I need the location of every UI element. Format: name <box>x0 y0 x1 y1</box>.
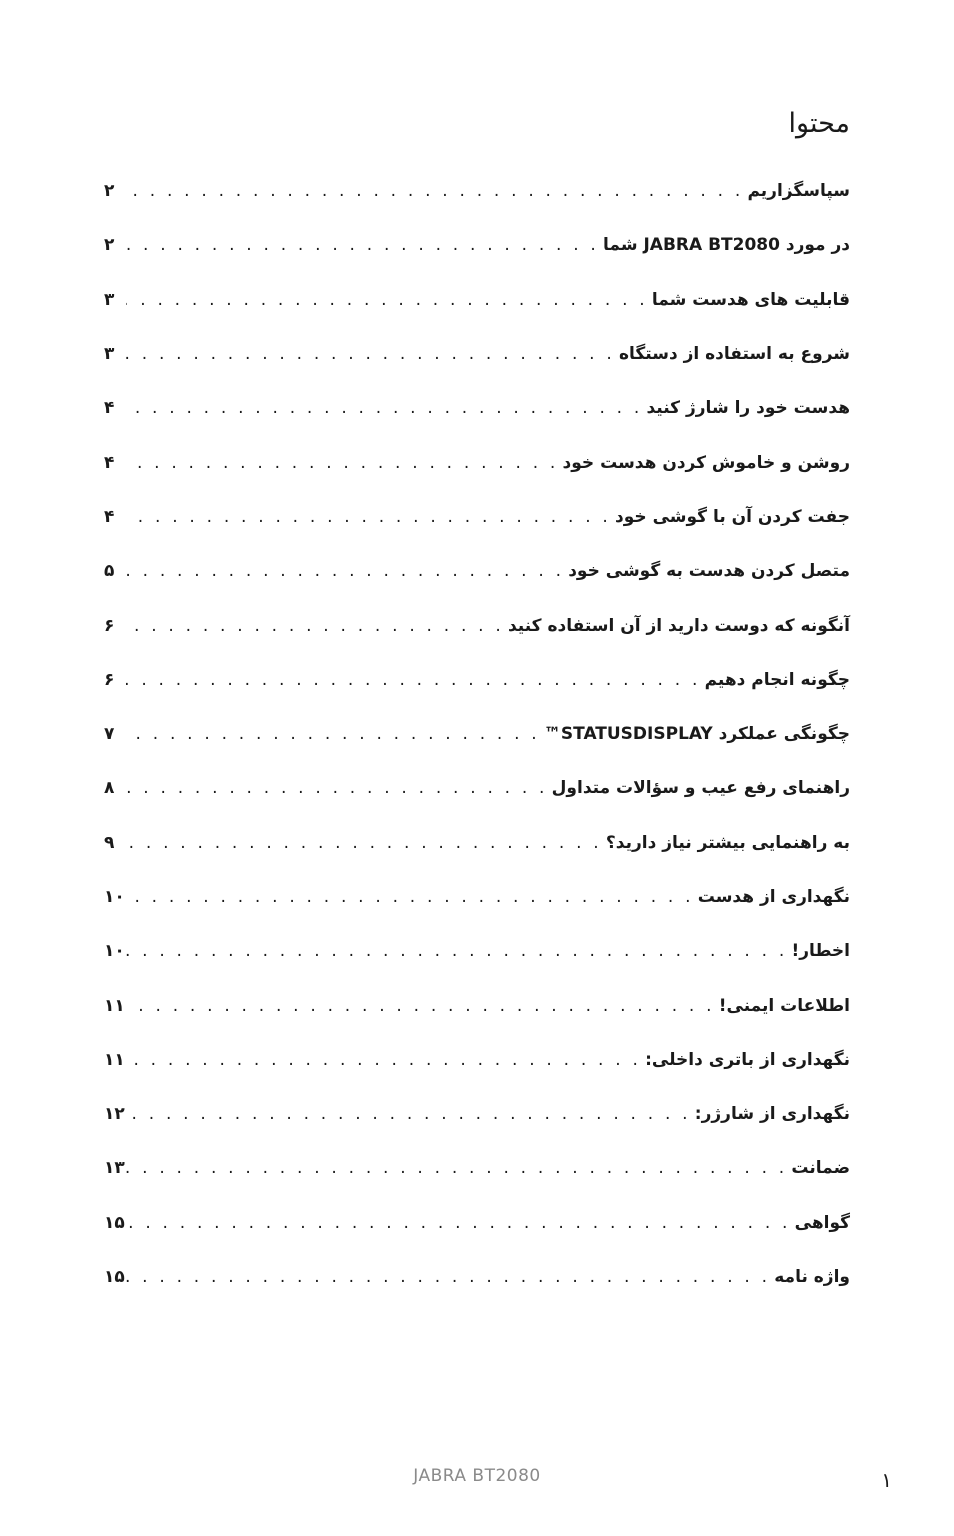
toc-dot-leader <box>126 452 559 474</box>
toc-entry-page: ۱۵ <box>104 1267 125 1288</box>
toc-entry[interactable] <box>104 1196 850 1250</box>
toc-dot-leader <box>126 940 787 962</box>
toc-entry-label: چگونه انجام دهیم <box>704 669 850 690</box>
toc-entry-label: روشن و خاموش کردن هدست خود <box>562 452 850 473</box>
toc-dot-leader <box>126 506 611 528</box>
toc-entry-page: ۳ <box>104 344 115 365</box>
toc-entry-label: متصل کردن هدست به گوشی خود <box>568 561 850 582</box>
toc-entry-page: ۶ <box>104 615 115 636</box>
toc-entry-page: ۷ <box>104 724 115 745</box>
toc-entry[interactable] <box>104 870 850 924</box>
table-of-contents <box>104 164 850 1304</box>
toc-entry[interactable] <box>104 435 850 489</box>
toc-entry-label: آنگونه که دوست دارید از آن استفاده کنید <box>507 615 850 636</box>
toc-dot-leader <box>126 995 715 1017</box>
toc-entry-page: ۱۰ <box>104 941 125 962</box>
toc-entry-label: شروع به استفاده از دستگاه <box>618 344 850 365</box>
toc-entry-label: ضمانت <box>791 1158 850 1179</box>
footer-page-number: ۱ <box>881 1468 892 1492</box>
toc-dot-leader <box>126 669 701 691</box>
toc-dot-leader <box>126 397 642 419</box>
toc-entry-label: چگونگی عملکرد STATUSDISPLAY™ <box>543 724 850 745</box>
toc-entry[interactable] <box>104 598 850 652</box>
toc-dot-leader <box>126 560 564 582</box>
toc-dot-leader <box>126 343 615 365</box>
toc-entry-page: ۱۱ <box>104 995 125 1016</box>
toc-dot-leader <box>126 1266 770 1288</box>
toc-entry-label: اخطار! <box>791 941 850 962</box>
toc-entry-page: ۲ <box>104 181 115 202</box>
toc-entry-label: سپاسگزاریم <box>747 181 850 202</box>
toc-entry-page: ۴ <box>104 398 115 419</box>
toc-entry-page: ۹ <box>104 832 115 853</box>
page-title: محتوا <box>788 108 850 139</box>
toc-entry[interactable] <box>104 273 850 327</box>
toc-entry[interactable] <box>104 381 850 435</box>
toc-entry-page: ۳ <box>104 289 115 310</box>
toc-entry-page: ۱۱ <box>104 1049 125 1070</box>
toc-entry-label: اطلاعات ایمنی! <box>718 995 850 1016</box>
toc-dot-leader <box>126 1049 641 1071</box>
toc-entry[interactable] <box>104 653 850 707</box>
toc-dot-leader <box>126 615 504 637</box>
toc-entry-page: ۶ <box>104 669 115 690</box>
toc-entry-label: جفت کردن آن با گوشی خود <box>615 506 850 527</box>
footer-brand: JABRA BT2080 <box>413 1466 541 1486</box>
toc-entry-label: در مورد JABRA BT2080 شما <box>603 235 850 256</box>
toc-entry-page: ۱۳ <box>104 1158 125 1179</box>
toc-entry[interactable] <box>104 924 850 978</box>
toc-dot-leader <box>126 180 743 202</box>
toc-entry-page: ۱۰ <box>104 887 125 907</box>
toc-entry-label: نگهداری از شارژر: <box>694 1104 850 1125</box>
toc-dot-leader <box>126 723 540 745</box>
toc-dot-leader <box>126 289 648 311</box>
toc-entry-label: گواهی <box>794 1212 850 1233</box>
toc-entry[interactable] <box>104 978 850 1032</box>
toc-dot-leader <box>126 777 548 799</box>
toc-entry-page: ۸ <box>104 778 115 799</box>
toc-entry[interactable] <box>104 1087 850 1141</box>
toc-entry[interactable] <box>104 490 850 544</box>
toc-entry-page: ۴ <box>104 506 115 527</box>
toc-entry[interactable] <box>104 218 850 272</box>
toc-entry[interactable] <box>104 1033 850 1087</box>
toc-entry[interactable] <box>104 327 850 381</box>
toc-entry[interactable] <box>104 1141 850 1195</box>
toc-dot-leader <box>126 886 694 908</box>
toc-entry[interactable] <box>104 164 850 218</box>
toc-entry[interactable] <box>104 544 850 598</box>
toc-entry[interactable] <box>104 816 850 870</box>
toc-entry-label: راهنمای رفع عیب و سؤالات متداول <box>551 778 850 799</box>
toc-entry-page: ۱۵ <box>104 1212 125 1233</box>
toc-dot-leader <box>126 234 599 256</box>
toc-entry[interactable] <box>104 761 850 815</box>
toc-entry-label: نگهداری از هدست <box>697 887 850 907</box>
toc-entry[interactable] <box>104 1250 850 1304</box>
toc-entry-page: ۴ <box>104 452 115 473</box>
toc-entry-label: واژه نامه <box>774 1267 850 1288</box>
toc-dot-leader <box>126 832 602 854</box>
toc-entry-page: ۱۲ <box>104 1104 125 1125</box>
toc-dot-leader <box>126 1157 787 1179</box>
toc-entry-label: هدست خود را شارژ کنید <box>646 398 850 419</box>
toc-entry-page: ۵ <box>104 561 115 582</box>
toc-entry-label: به راهنمایی بیشتر نیاز دارید؟ <box>605 832 850 853</box>
toc-entry[interactable] <box>104 707 850 761</box>
toc-entry-label: قابلیت های هدست شما <box>651 289 850 310</box>
toc-dot-leader <box>126 1212 791 1234</box>
toc-entry-page: ۲ <box>104 235 115 256</box>
toc-dot-leader <box>126 1103 691 1125</box>
toc-entry-label: نگهداری از باتری داخلی: <box>645 1049 850 1070</box>
